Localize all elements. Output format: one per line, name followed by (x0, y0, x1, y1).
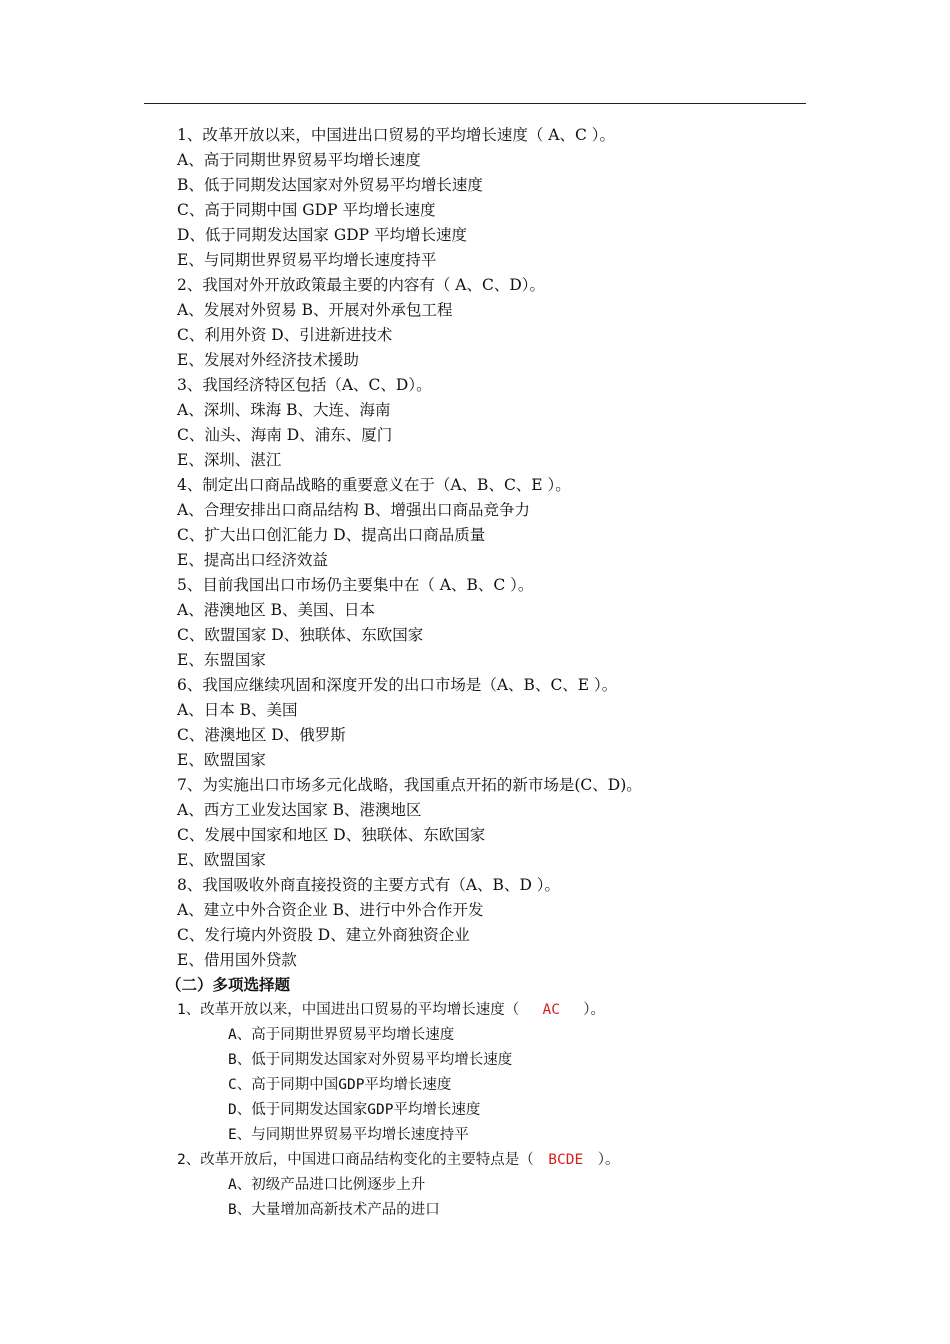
option-line: A、高于同期世界贸易平均增长速度 (177, 151, 421, 169)
question-prefix: 1、改革开放以来，中国进出口贸易的平均增长速度（ (177, 1002, 520, 1018)
section-1 (0, 123, 950, 973)
question-line: 8、我国吸收外商直接投资的主要方式有（A、B、D ）。 (177, 876, 561, 894)
option-line: C、高于同期中国 GDP 平均增长速度 (177, 201, 436, 219)
option-line: E、与同期世界贸易平均增长速度持平 (228, 1127, 469, 1143)
option-line: C、高于同期中国GDP平均增长速度 (228, 1077, 452, 1093)
section-2 (0, 973, 950, 1223)
option-line: B、低于同期发达国家对外贸易平均增长速度 (177, 176, 483, 194)
option-line: E、欧盟国家 (177, 851, 266, 869)
option-line: C、欧盟国家 D、独联体、东欧国家 (177, 626, 424, 644)
option-line: D、低于同期发达国家GDP平均增长速度 (228, 1102, 481, 1118)
option-line: C、汕头、海南 D、浦东、厦门 (177, 426, 393, 444)
option-line: C、利用外资 D、引进新进技术 (177, 326, 393, 344)
question-line: 6、我国应继续巩固和深度开发的出口市场是（A、B、C、E ）。 (177, 676, 618, 694)
document-body (0, 123, 950, 1223)
question-line: 1、改革开放以来，中国进出口贸易的平均增长速度（ A、C ）。 (177, 126, 616, 144)
option-line: A、建立中外合资企业 B、进行中外合作开发 (177, 901, 484, 919)
option-line: C、发展中国家和地区 D、独联体、东欧国家 (177, 826, 486, 844)
option-line: E、与同期世界贸易平均增长速度持平 (177, 251, 437, 269)
option-line: E、提高出口经济效益 (177, 551, 328, 569)
question-line: 4、制定出口商品战略的重要意义在于（A、B、C、E ）。 (177, 476, 571, 494)
option-line: E、发展对外经济技术援助 (177, 351, 359, 369)
question-line: 5、目前我国出口市场仍主要集中在（ A、B、C ）。 (177, 576, 534, 594)
question-suffix: ）。 (597, 1152, 620, 1168)
answer-text: BCDE (548, 1152, 584, 1168)
question-line: 3、我国经济特区包括（A、C、D）。 (177, 376, 432, 394)
header-rule (144, 103, 806, 104)
option-line: A、日本 B、美国 (177, 701, 298, 719)
option-line: D、低于同期发达国家 GDP 平均增长速度 (177, 226, 468, 244)
option-line: A、西方工业发达国家 B、港澳地区 (177, 801, 422, 819)
question-line (0, 998, 950, 1023)
question-prefix: 2、改革开放后，中国进口商品结构变化的主要特点是（ (177, 1152, 534, 1168)
option-line: A、初级产品进口比例逐步上升 (228, 1177, 426, 1193)
option-line: E、欧盟国家 (177, 751, 266, 769)
answer-text: AC (542, 1002, 560, 1018)
question-line (0, 1148, 950, 1173)
option-line: A、合理安排出口商品结构 B、增强出口商品竞争力 (177, 501, 531, 519)
option-line: B、大量增加高新技术产品的进口 (228, 1202, 440, 1218)
option-line: A、港澳地区 B、美国、日本 (177, 601, 376, 619)
option-line: A、高于同期世界贸易平均增长速度 (228, 1027, 455, 1043)
question-line: 2、我国对外开放政策最主要的内容有（ A、C、D）。 (177, 276, 546, 294)
option-line: E、深圳、湛江 (177, 451, 282, 469)
option-line: E、借用国外贷款 (177, 951, 297, 969)
option-line: A、深圳、珠海 B、大连、海南 (177, 401, 391, 419)
option-line: A、发展对外贸易 B、开展对外承包工程 (177, 301, 453, 319)
option-line: C、发行境内外资股 D、建立外商独资企业 (177, 926, 470, 944)
question-line: 7、为实施出口市场多元化战略，我国重点开拓的新市场是(C、D)。 (177, 776, 642, 794)
option-line: E、东盟国家 (177, 651, 266, 669)
option-line: C、港澳地区 D、俄罗斯 (177, 726, 346, 744)
question-suffix: ）。 (583, 1002, 605, 1018)
section-heading: （二）多项选择题 (166, 976, 291, 994)
option-line: B、低于同期发达国家对外贸易平均增长速度 (228, 1052, 513, 1068)
option-line: C、扩大出口创汇能力 D、提高出口商品质量 (177, 526, 486, 544)
